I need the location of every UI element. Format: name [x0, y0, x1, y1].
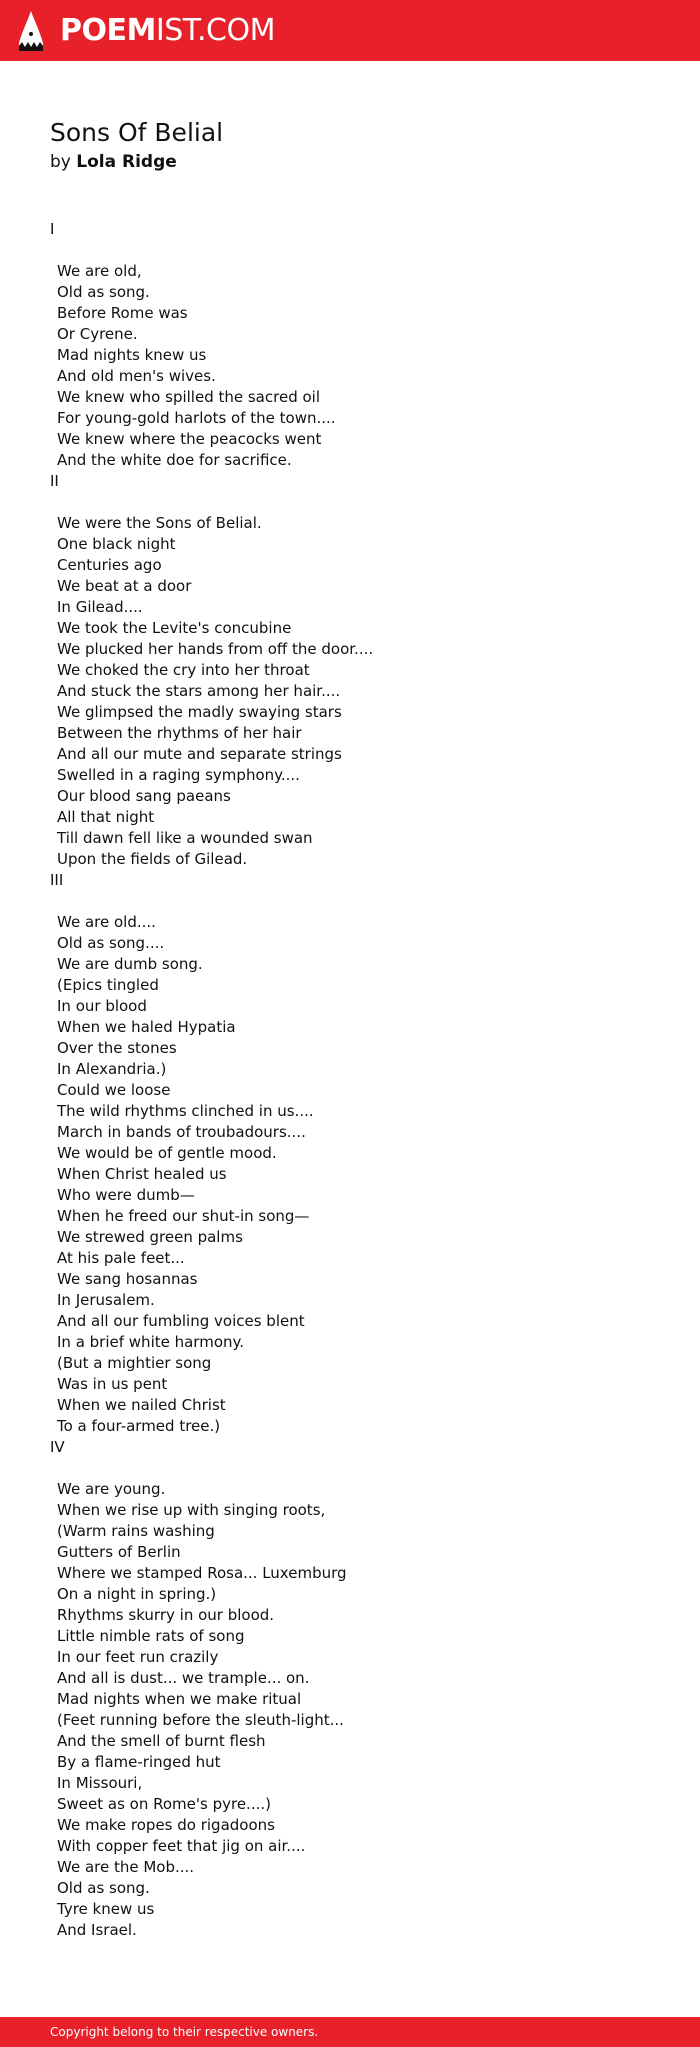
poem-line: We knew who spilled the sacred oil — [57, 388, 320, 406]
poem-line: And the white doe for sacrifice. — [57, 451, 292, 469]
poem-line: We would be of gentle mood. — [57, 1144, 277, 1162]
poem-line: Old as song.... — [57, 934, 165, 952]
poem-line: Where we stamped Rosa... Luxemburg — [57, 1564, 347, 1582]
poem-line: In Missouri, — [57, 1774, 143, 1792]
poem-line: All that night — [57, 808, 155, 826]
logo-bold-text: POEM — [60, 12, 156, 48]
site-header — [0, 0, 700, 61]
poem-line: We are old.... — [57, 913, 156, 931]
poem-line: And the smell of burnt flesh — [57, 1732, 266, 1750]
poem-line: In our feet run crazily — [57, 1648, 219, 1666]
poem-line: We are young. — [57, 1480, 166, 1498]
poem-line: For young-gold harlots of the town.... — [57, 409, 336, 427]
poem-line: We beat at a door — [57, 577, 192, 595]
poem-line: When he freed our shut-in song— — [57, 1207, 310, 1225]
poem-line: The wild rhythms clinched in us.... — [57, 1102, 314, 1120]
poem-line: And stuck the stars among her hair.... — [57, 682, 341, 700]
poem-line: Swelled in a raging symphony.... — [57, 766, 300, 784]
poem-line: And all our fumbling voices blent — [57, 1312, 305, 1330]
site-logo-text — [60, 12, 275, 48]
poem-line: We were the Sons of Belial. — [57, 514, 262, 532]
poem-line: We are old, — [57, 262, 142, 280]
poem-line: When Christ healed us — [57, 1165, 227, 1183]
section-heading: I — [50, 220, 55, 238]
poem-line: (Epics tingled — [57, 976, 159, 994]
poem-line: We are dumb song. — [57, 955, 203, 973]
poem-line: When we rise up with singing roots, — [57, 1501, 326, 1519]
poem-line: We choked the cry into her throat — [57, 661, 310, 679]
poem-line: When we haled Hypatia — [57, 1018, 236, 1036]
byline — [50, 150, 650, 174]
poem-line: When we nailed Christ — [57, 1396, 226, 1414]
blank-line — [50, 1458, 650, 1479]
poem-line: Old as song. — [57, 1879, 150, 1897]
poem-line: Sweet as on Rome's pyre....) — [57, 1795, 271, 1813]
poem-line: And all our mute and separate strings — [57, 745, 342, 763]
poem-line: And old men's wives. — [57, 367, 216, 385]
poem-line: Before Rome was — [57, 304, 188, 322]
poem-line: We strewed green palms — [57, 1228, 243, 1246]
poem-line: In Jerusalem. — [57, 1291, 155, 1309]
poem-line: Till dawn fell like a wounded swan — [57, 829, 313, 847]
copyright-text: Copyright belong to their respective owners. — [50, 2025, 319, 2039]
poem-line: Tyre knew us — [57, 1900, 155, 1918]
poem-body — [50, 219, 650, 1941]
poem-line: Gutters of Berlin — [57, 1543, 181, 1561]
poem-line: Mad nights when we make ritual — [57, 1690, 302, 1708]
poem-line: March in bands of troubadours.... — [57, 1123, 306, 1141]
blank-line — [50, 891, 650, 912]
poem-line: In Gilead.... — [57, 598, 143, 616]
poem-line: By a flame-ringed hut — [57, 1753, 221, 1771]
section-heading: III — [50, 871, 64, 889]
poem-line: We are the Mob.... — [57, 1858, 195, 1876]
poem-line: We sang hosannas — [57, 1270, 198, 1288]
poem-line: Over the stones — [57, 1039, 177, 1057]
poem-line: (Warm rains washing — [57, 1522, 215, 1540]
poem-line: With copper feet that jig on air.... — [57, 1837, 306, 1855]
poem-line: Little nimble rats of song — [57, 1627, 245, 1645]
poem-line: On a night in spring.) — [57, 1585, 217, 1603]
poem-line: At his pale feet... — [57, 1249, 185, 1267]
logo-light-text: IST.COM — [155, 12, 275, 48]
poem-line: (But a mightier song — [57, 1354, 212, 1372]
poem-line: Or Cyrene. — [57, 325, 138, 343]
poem-line: And Israel. — [57, 1921, 137, 1939]
poem-line: Could we loose — [57, 1081, 171, 1099]
poem-line: Upon the fields of Gilead. — [57, 850, 248, 868]
poem-line: And all is dust... we trample... on. — [57, 1669, 310, 1687]
blank-line — [50, 240, 650, 261]
poem-line: Old as song. — [57, 283, 150, 301]
poem-line: We knew where the peacocks went — [57, 430, 322, 448]
poem-title: Sons Of Belial — [50, 118, 224, 147]
poem-line: We glimpsed the madly swaying stars — [57, 703, 342, 721]
poem-line: Who were dumb— — [57, 1186, 195, 1204]
quill-pen-icon — [18, 10, 44, 52]
poem-line: Our blood sang paeans — [57, 787, 231, 805]
poem-line: Centuries ago — [57, 556, 162, 574]
site-logo-link[interactable] — [18, 10, 275, 52]
poem-line: We make ropes do rigadoons — [57, 1816, 275, 1834]
poem-line: Mad nights knew us — [57, 346, 207, 364]
poem-line: One black night — [57, 535, 176, 553]
blank-line — [50, 492, 650, 513]
poem-line: Between the rhythms of her hair — [57, 724, 302, 742]
poem-line: (Feet running before the sleuth-light... — [57, 1711, 344, 1729]
site-footer — [0, 2017, 700, 2047]
poem-line: In a brief white harmony. — [57, 1333, 245, 1351]
by-label: by — [50, 152, 77, 172]
author-link[interactable]: Lola Ridge — [76, 152, 177, 172]
poem-line: To a four-armed tree.) — [57, 1417, 221, 1435]
poem-header — [50, 117, 650, 174]
section-heading: II — [50, 472, 59, 490]
section-heading: IV — [50, 1438, 65, 1456]
poem-line: We plucked her hands from off the door.... — [57, 640, 374, 658]
poem-line: In our blood — [57, 997, 147, 1015]
poem-line: Rhythms skurry in our blood. — [57, 1606, 275, 1624]
poem-line: We took the Levite's concubine — [57, 619, 292, 637]
poem-line: Was in us pent — [57, 1375, 168, 1393]
poem-line: In Alexandria.) — [57, 1060, 167, 1078]
